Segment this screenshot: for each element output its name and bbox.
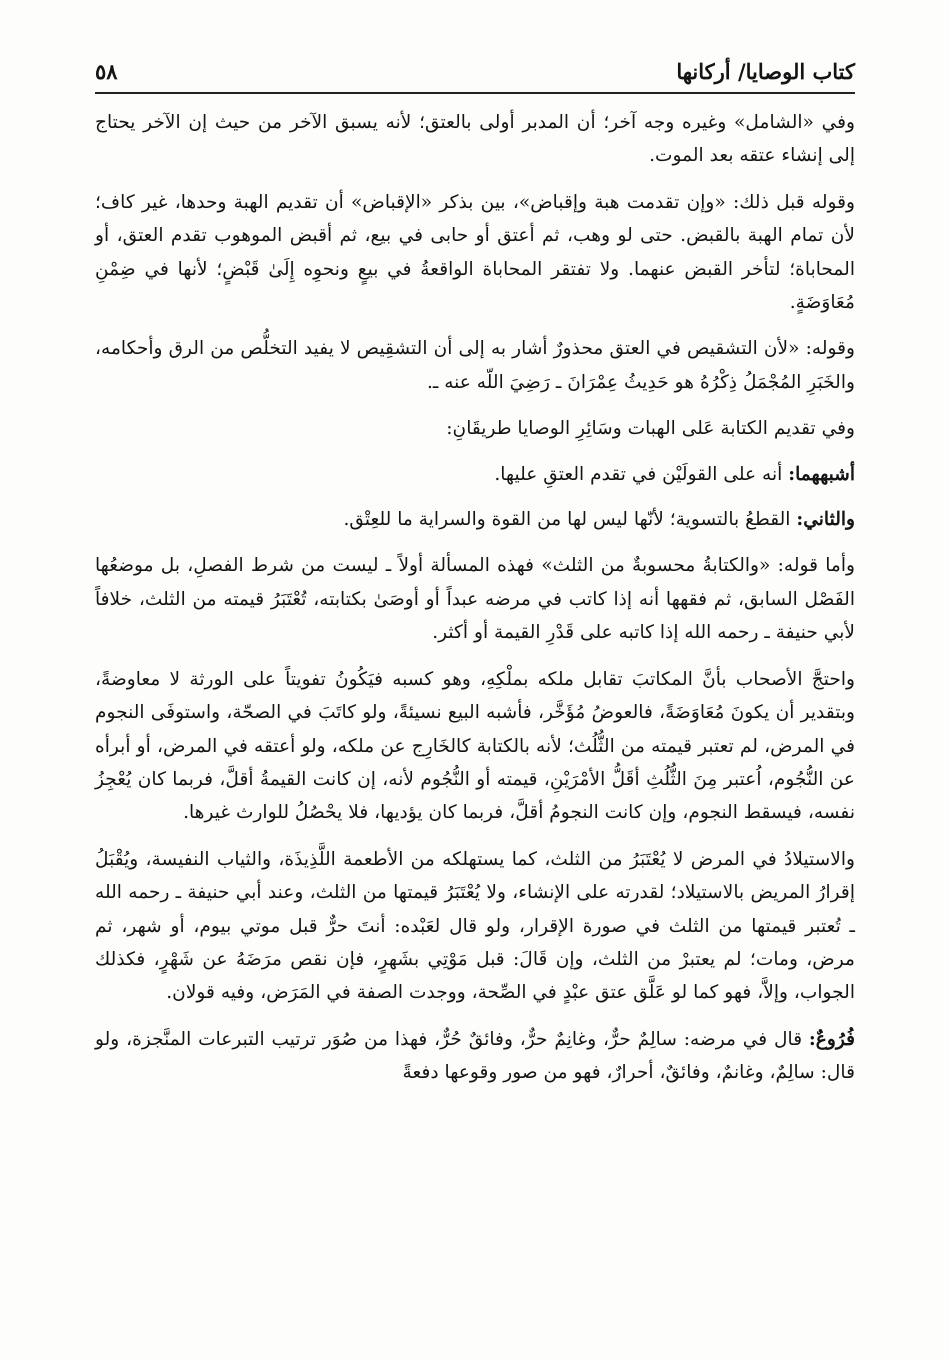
paragraph — [95, 503, 855, 536]
paragraph-text: وقوله: «لأن التشقيص في العتق محذورٌ أشار به إلى أن التشقِيص لا يفيد التخلُّص من الرق وأحكامه، والخَبَرِ المُجْمَلُ ذِكْرُهُ هو حَدِيثُ عِمْرَانَ ـ رَضِيَ اللّه عنه ـ. — [95, 338, 855, 393]
paragraph — [95, 663, 855, 830]
header-rule — [95, 92, 855, 94]
running-title: كتاب الوصايا/ أركانها — [676, 59, 855, 84]
paragraph — [95, 843, 855, 1010]
paragraph — [95, 412, 855, 445]
paragraph-lead: أشبههما: — [788, 463, 855, 485]
paragraph-text: أنه على القولَيْن في تقدم العتقِ عليها. — [494, 463, 789, 485]
paragraph — [95, 549, 855, 649]
paragraph-text: والاستيلادُ في المرض لا يُعْتَبَرُ من الثلث، كما يستهلكه من الأطعمة اللَّذِيذَة، والثياب النفيسة، ويُقْبَلُ إقرارُ المريض بالاستيلاد؛ لقدرته على الإنشاء، ولا يُعْتَبَرُ قيمتها من الثلث، وعند أبي حنيفة ـ رحمه الله ـ تُعتبر قيمتها من الثلث في صورة الإقرار، ولو قال لعَبْده: أنتَ حرٌّ قبل موتي بيوم، أو شهر، ثم مرض، ومات؛ لم يعتبرْ من الثلث، وإن قَالَ: قبل مَوْتِي بشَهرٍ، فإن نقص مرَضَهُ عن شَهْرٍ، فكذلك الجواب، وإلاَّ، فهو كما لو عَلَّق عتق عبْدٍ في الصِّحة، ووجدت الصفة في المَرَض، وفيه قولان. — [95, 848, 855, 1004]
paragraph-text: القطعُ بالتسوية؛ لأنّها ليس لها من القوة والسراية ما للعِتْق. — [343, 509, 797, 531]
page-number: ٥٨ — [95, 59, 118, 84]
paragraph-lead: والثاني: — [796, 509, 855, 531]
paragraph-text: وفي تقديم الكتابة عَلى الهبات وسَائِرِ الوصايا طريقَانِ: — [446, 418, 855, 440]
paragraph — [95, 458, 855, 491]
paragraph — [95, 186, 855, 320]
paragraph-text: واحتجَّ الأصحاب بأنَّ المكاتبَ تقابل ملكه بملْكِهِ، وهو كسبه فيَكُونُ تفويتاً على الورثة لا معاوضةً، وبتقدير أن يكونَ مُعَاوَضَةً، فالعوضُ مُؤَخَّر، فأشبه البيع نسيئةً، ولو كاتَبَ في الصحّة، واستوفَى النجوم في المرض، لم تعتبر قيمته من الثُّلُث؛ لأنه بالكتابة كالخَارِج عن ملكه، ولو أعتقه في المرض، أو أبرأه عن النُّجُوم، اُعتبر مِنَ الثُّلُثِ أقَلُّ الأمْرَيْنِ، قيمته أو النُّجُوم لأنه، إن كانت القيمةُ أقلَّ، فربما كان يُعْجِزُ نفسه، فيسقط النجوم، وإن كانت النجومُ أقلَّ، فربما كان يؤديها، فلا يحْصُلُ للوارث غيرها. — [95, 668, 855, 824]
paragraph — [95, 1023, 855, 1090]
paragraph-text: قال في مرضه: سالِمٌ حرٌّ، وغانِمٌ حرٌّ، وفائقٌ حُرٌّ، فهذا من صُوَر ترتيب التبرعات المنَّجزة، ولو قال: سالِمٌ، وغانمٌ، وفائقٌ، أحرارٌ، فهو من صور وقوعها دفعةً — [95, 1028, 855, 1084]
page-body — [95, 106, 855, 1103]
paragraph — [95, 106, 855, 173]
paragraph-text: وأما قوله: «والكتابةُ محسوبةٌ من الثلث» فهذه المسألة أولاً ـ ليست من شرط الفصلِ، بل موضعُها الفَصْل السابق، ثم فقهها أنه إذا كاتب في مرضه عبداً أو أوصَىٰ بكتابته، تُعْتَبَرُ قيمته من الثلث، خلافاً لأبي حنيفة ـ رحمه الله إذا كاتبه على قَدْرِ القيمة أو أكثر. — [95, 555, 855, 644]
paragraph-text: وفي «الشامل» وغيره وجه آخر؛ أن المدبر أولى بالعتق؛ لأنه يسبق الآخر من حيث إن الآخر يحتاج إلى إنشاء عتقه بعد الموت. — [95, 112, 855, 167]
page-header — [95, 40, 855, 84]
paragraph-text: وقوله قبل ذلك: «وإن تقدمت هبة وإقباض»، بين بذكر «الإقباض» أن تقديم الهبة وحدها، غير كاف؛ لأن تمام الهبة بالقبض. حتى لو وهب، ثم أعتق أو حابى في بيع، ثم أقبض الموهوب تقدم العتق، أو المحاباة؛ لتأخر القبض عنهما. ولا تفتقر المحاباة الواقعةُ في بيعٍ ونحوِه إِلَىٰ قَبْضٍ؛ لأنها في ضِمْنِ مُعَاوَضَةٍ. — [95, 191, 855, 314]
paragraph — [95, 332, 855, 399]
paragraph-lead: فُرُوعٌ: — [808, 1028, 855, 1050]
